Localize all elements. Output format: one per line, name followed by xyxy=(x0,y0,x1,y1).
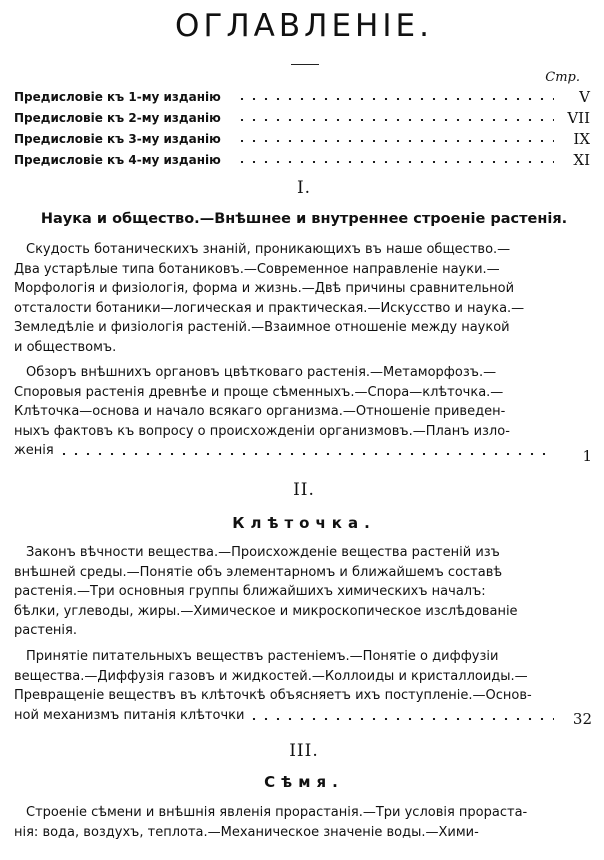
dot-leader xyxy=(236,119,554,121)
dot-leader xyxy=(58,453,554,455)
page-column-label: Стр. xyxy=(545,70,580,85)
summary-line: Споровыя растенія древнѣе и проще сѣменныхъ.—Спора—клѣточка.— xyxy=(14,384,504,400)
summary-line: женія xyxy=(14,443,54,459)
chapter-summary xyxy=(14,240,554,358)
preface-page: IX xyxy=(573,130,590,148)
chapter-summary xyxy=(14,647,554,725)
summary-line: Морфологія и физіологія, форма и жизнь.—Двѣ причины сравнительной xyxy=(14,281,515,297)
preface-entry[interactable] xyxy=(14,130,594,150)
preface-entry[interactable] xyxy=(14,109,594,129)
chapter-heading[interactable]: Клѣточка. xyxy=(232,514,376,532)
preface-entry[interactable] xyxy=(14,151,594,171)
chapter-summary xyxy=(14,363,554,461)
chapter-numeral: I. xyxy=(296,178,312,198)
dot-leader xyxy=(236,161,554,163)
preface-label: Предисловіе къ 3-му изданію xyxy=(14,132,221,146)
summary-line: нія: вода, воздухъ, теплота.—Механическое значеніе воды.—Хими- xyxy=(14,824,479,840)
summary-line-last xyxy=(14,706,554,726)
chapter-summary xyxy=(14,543,554,641)
summary-line: Строеніе сѣмени и внѣшнія явленія прорастанія.—Три условія прораста- xyxy=(26,805,528,820)
summary-line: растенія.—Три основныя группы ближайшихъ химическихъ началъ: xyxy=(14,584,486,600)
chapter-page-number: 1 xyxy=(582,447,592,465)
chapter-page-number: 32 xyxy=(572,710,592,728)
dot-leader xyxy=(248,718,554,720)
preface-page: XI xyxy=(573,151,590,169)
summary-line: Два устарѣлые типа ботаниковъ.—Современное направленіе науки.— xyxy=(14,261,500,277)
summary-line: ныхъ фактовъ къ вопросу о происхожденіи организмовъ.—Планъ изло- xyxy=(14,423,510,439)
summary-line: Обзоръ внѣшнихъ органовъ цвѣтковаго растенія.—Метаморфозъ.— xyxy=(26,365,497,380)
chapter-heading[interactable]: Наука и общество.—Внѣшнее и внутреннее строеніе растенія. xyxy=(40,211,568,227)
preface-page: VII xyxy=(567,109,590,127)
summary-line: бѣлки, углеводы, жиры.—Химическое и микроскопическое изслѣдованіе xyxy=(14,603,518,619)
preface-label: Предисловіе къ 1-му изданію xyxy=(14,90,221,104)
summary-line-last xyxy=(14,441,554,461)
summary-line: Земледѣліе и физіологія растеній.—Взаимное отношеніе между наукой xyxy=(14,320,510,336)
summary-line: Скудость ботаническихъ знаній, проникающихъ въ наше общество.— xyxy=(26,242,511,257)
summary-line: Клѣточка—основа и начало всякаго организма.—Отношеніе приведен- xyxy=(14,404,506,420)
dot-leader xyxy=(236,98,554,100)
preface-label: Предисловіе къ 2-му изданію xyxy=(14,111,221,125)
summary-line: растенія. xyxy=(14,623,78,639)
chapter-numeral: III. xyxy=(289,741,319,761)
summary-line: Превращеніе веществъ въ клѣточкѣ объясняетъ ихъ поступленіе.—Основ- xyxy=(14,688,532,704)
chapter-numeral: II. xyxy=(293,480,315,500)
preface-entry[interactable] xyxy=(14,88,594,108)
summary-line: внѣшней среды.—Понятіе объ элементарномъ и ближайшемъ составѣ xyxy=(14,564,503,580)
page-title: ОГЛАВЛЕНІЕ. xyxy=(175,8,433,44)
summary-line: Принятіе питательныхъ веществъ растеніемъ.—Понятіе о диффузіи xyxy=(26,649,499,664)
chapter-summary xyxy=(14,803,554,842)
chapter-heading[interactable]: Сѣмя. xyxy=(264,773,344,791)
summary-line: вещества.—Диффузія газовъ и жидкостей.—Коллоиды и кристаллоиды.— xyxy=(14,668,528,684)
summary-line: и обществомъ. xyxy=(14,339,117,355)
preface-label: Предисловіе къ 4-му изданію xyxy=(14,153,221,167)
title-rule xyxy=(291,64,319,65)
toc-page xyxy=(14,0,594,860)
summary-line: ной механизмъ питанія клѣточки xyxy=(14,707,245,723)
summary-line: отсталости ботаники—логическая и практическая.—Искусство и наука.— xyxy=(14,300,525,316)
summary-line: Законъ вѣчности вещества.—Происхожденіе вещества растеній изъ xyxy=(26,545,500,560)
preface-page: V xyxy=(579,88,590,106)
dot-leader xyxy=(236,140,554,142)
